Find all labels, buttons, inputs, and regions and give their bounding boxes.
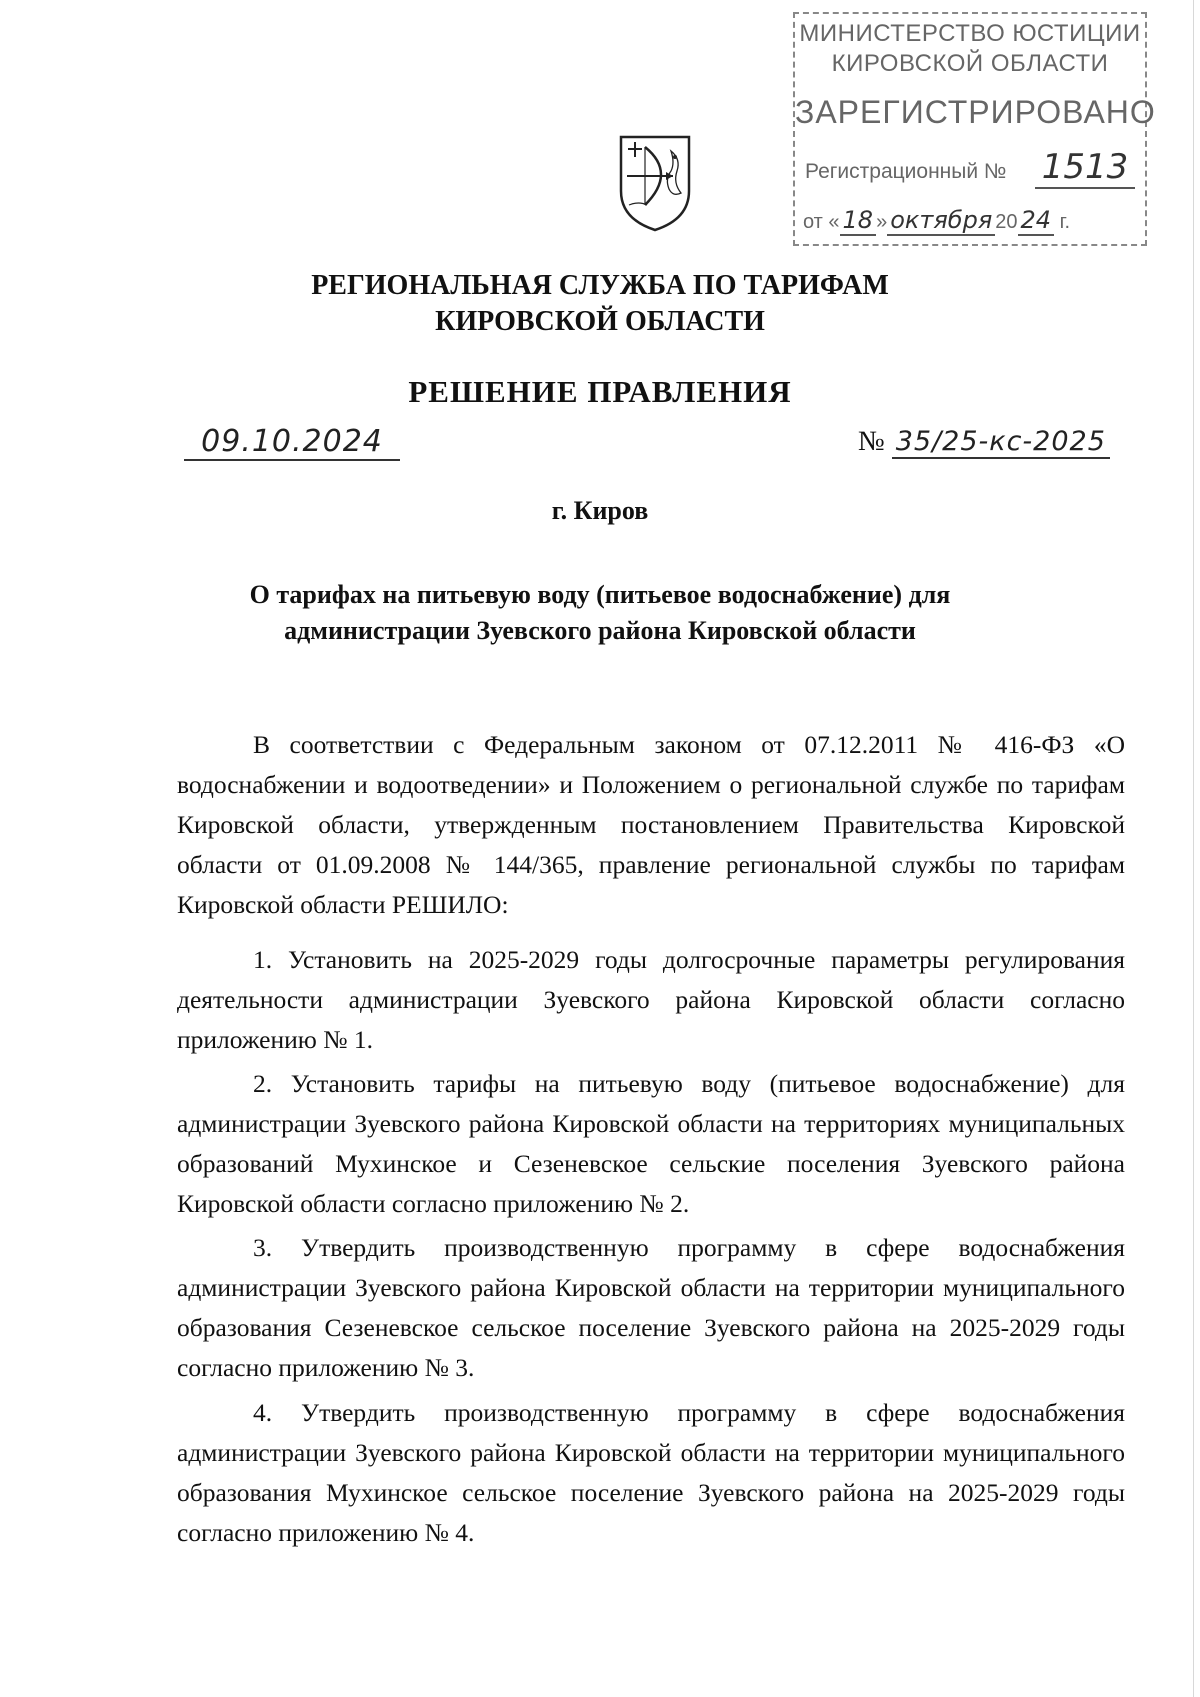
stamp-date-year: 24 bbox=[1018, 206, 1055, 236]
stamp-ministry-line: МИНИСТЕРСТВО ЮСТИЦИИ bbox=[799, 20, 1141, 47]
stamp-region-line: КИРОВСКОЙ ОБЛАСТИ bbox=[831, 50, 1109, 77]
decision-item-3: 3. Утвердить производственную программу в сфере водоснабжения администрации Зуевского района Кировской области на территории муниципального образования Сезеневское сельское поселение Зуевского района на 2025-2029 годы согласно приложению № 3. bbox=[177, 1233, 1125, 1382]
organization-name-line2: КИРОВСКОЙ ОБЛАСТИ bbox=[435, 306, 765, 337]
stamp-regno-value: 1513 bbox=[1035, 147, 1135, 189]
stamp-date-month: октября bbox=[887, 206, 995, 236]
preamble-paragraph: В соответствии с Федеральным законом от 07.12.2011 № 416-ФЗ «О водоснабжении и водоотведении» и Положением о региональной службе по тарифам Кировской области, утвержденным постановлением Правительства Кировской области от 01.09.2008 № 144/365, правление региональной службы по тарифам Кировской области РЕШИЛО: bbox=[177, 730, 1125, 919]
stamp-date-row bbox=[803, 206, 1139, 234]
decision-number bbox=[858, 426, 1110, 458]
stamp-date-mid: » bbox=[876, 211, 888, 233]
subject-line2: администрации Зуевского района Кировской области bbox=[284, 616, 916, 645]
decision-date: 09.10.2024 bbox=[184, 424, 400, 461]
subject-line1: О тарифах на питьевую воду (питьевое водоснабжение) для bbox=[249, 580, 951, 609]
city-name: г. Киров bbox=[551, 496, 649, 525]
kirov-coat-of-arms-icon bbox=[615, 133, 695, 233]
decision-item-4: 4. Утвердить производственную программу в сфере водоснабжения администрации Зуевского района Кировской области на территории муниципального образования Мухинское сельское поселение Зуевского района на 2025-2029 годы согласно приложению № 4. bbox=[177, 1398, 1125, 1547]
stamp-date-suffix: г. bbox=[1059, 211, 1071, 233]
organization-name-line1: РЕГИОНАЛЬНАЯ СЛУЖБА ПО ТАРИФАМ bbox=[311, 270, 889, 301]
decision-number-value: 35/25-кс-2025 bbox=[892, 426, 1110, 459]
stamp-date-prefix: от « bbox=[803, 211, 840, 233]
stamp-registered-label: ЗАРЕГИСТРИРОВАНО bbox=[795, 94, 1156, 130]
stamp-date-year-prefix: 20 bbox=[995, 211, 1018, 233]
decision-item-2: 2. Установить тарифы на питьевую воду (питьевое водоснабжение) для администрации Зуевского района Кировской области на территориях муниципальных образований Мухинское и Сезеневское сельские поселения Зуевского района Кировской области согласно приложению № 2. bbox=[177, 1069, 1125, 1218]
stamp-regno-label: Регистрационный № bbox=[805, 160, 1007, 183]
decision-title: РЕШЕНИЕ ПРАВЛЕНИЯ bbox=[408, 374, 792, 409]
decision-number-label: № bbox=[858, 426, 885, 457]
scan-edge bbox=[1193, 0, 1194, 1697]
decision-item-1: 1. Установить на 2025-2029 годы долгосрочные параметры регулирования деятельности администрации Зуевского района Кировской области согласно приложению № 1. bbox=[177, 945, 1125, 1054]
stamp-date-day: 18 bbox=[840, 206, 877, 236]
registration-stamp bbox=[793, 12, 1156, 246]
